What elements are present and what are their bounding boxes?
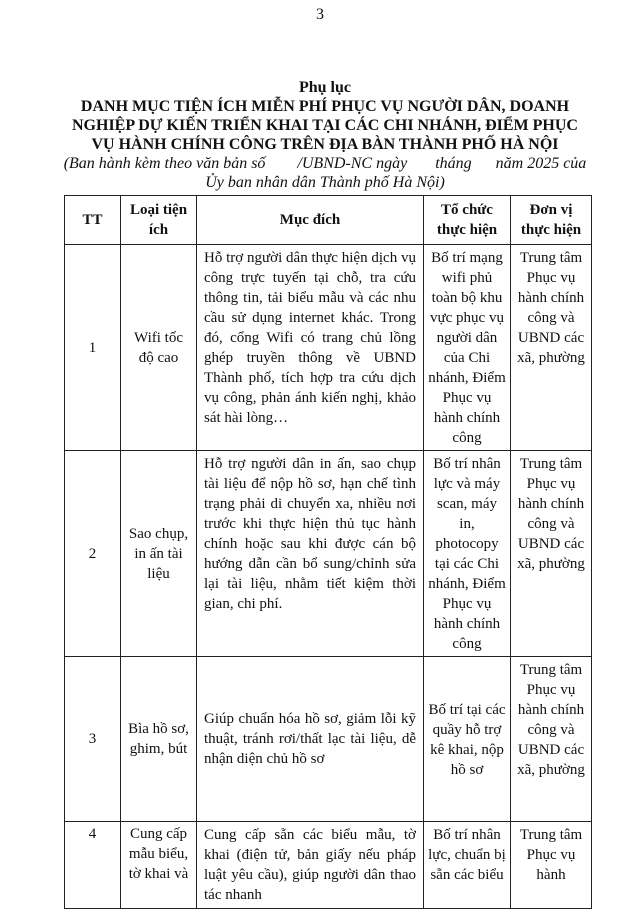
cell-implementing-unit: Trung tâm Phục vụ hành chính công và UBND các xã, phường bbox=[511, 245, 592, 451]
issuance-note-line-1: (Ban hành kèm theo văn bản số /UBND-NC ngày tháng năm 2025 của bbox=[63, 155, 587, 172]
table-row bbox=[65, 822, 592, 909]
cell-utility-type: Sao chụp, in ấn tài liệu bbox=[121, 451, 197, 657]
document-title-line-2: NGHIỆP DỰ KIẾN TRIỂN KHAI TẠI CÁC CHI NHÁNH, ĐIỂM PHỤC bbox=[72, 117, 578, 134]
cell-purpose: Hỗ trợ người dân thực hiện dịch vụ công trực tuyến tại chỗ, tra cứu thông tin, tải biểu mẫu và các nhu cầu sử dụng internet khác. Trong đó, cổng Wifi có trang chủ lồng ghép truyền thông về UBND Thành phố, tích hợp tra cứu dịch vụ công, phản ánh kiến nghị, khảo sát hài lòng… bbox=[197, 245, 424, 451]
table-row bbox=[65, 245, 592, 451]
header-utility-type: Loại tiện ích bbox=[121, 196, 197, 245]
cell-organization: Bố trí nhân lực và máy scan, máy in, photocopy tại các Chi nhánh, Điểm Phục vụ hành chính công bbox=[424, 451, 511, 657]
table-header-row bbox=[65, 196, 592, 245]
cell-tt: 1 bbox=[65, 245, 121, 451]
cell-tt: 3 bbox=[65, 657, 121, 822]
utilities-table bbox=[64, 195, 592, 909]
document-title-line-1: DANH MỤC TIỆN ÍCH MIỄN PHÍ PHỤC VỤ NGƯỜI DÂN, DOANH bbox=[80, 98, 570, 115]
table-row bbox=[65, 657, 592, 822]
document-heading bbox=[60, 78, 590, 192]
cell-organization: Bố trí nhân lực, chuẩn bị sẵn các biểu bbox=[424, 822, 511, 909]
issuance-note-line-2: Ủy ban nhân dân Thành phố Hà Nội) bbox=[205, 174, 445, 191]
header-tt: TT bbox=[65, 196, 121, 245]
appendix-label: Phụ lục bbox=[298, 79, 351, 96]
cell-implementing-unit: Trung tâm Phục vụ hành chính công và UBND các xã, phường bbox=[511, 451, 592, 657]
cell-purpose: Giúp chuẩn hóa hồ sơ, giảm lỗi kỹ thuật, tránh rơi/thất lạc tài liệu, dễ nhận diện chủ hồ sơ bbox=[197, 657, 424, 822]
cell-implementing-unit: Trung tâm Phục vụ hành bbox=[511, 822, 592, 909]
cell-implementing-unit: Trung tâm Phục vụ hành chính công và UBND các xã, phường bbox=[511, 657, 592, 822]
header-purpose: Mục đích bbox=[197, 196, 424, 245]
page-number: 3 bbox=[316, 6, 324, 23]
cell-tt: 4 bbox=[65, 822, 121, 909]
cell-organization: Bố trí tại các quầy hỗ trợ kê khai, nộp hồ sơ bbox=[424, 657, 511, 822]
cell-organization: Bố trí mạng wifi phủ toàn bộ khu vực phục vụ người dân của Chi nhánh, Điểm Phục vụ hành chính công bbox=[424, 245, 511, 451]
table-row bbox=[65, 451, 592, 657]
cell-utility-type: Wifi tốc độ cao bbox=[121, 245, 197, 451]
header-implementing-unit: Đơn vị thực hiện bbox=[511, 196, 592, 245]
cell-purpose: Hỗ trợ người dân in ấn, sao chụp tài liệu để nộp hồ sơ, hạn chế tình trạng phải di chuyển xa, nhiều nơi trước khi thực hiện thủ tục hành chính hoặc sau khi được cán bộ hướng dẫn cần bổ sung/chỉnh sửa lại tài liệu, nhằm tiết kiệm thời gian, chi phí. bbox=[197, 451, 424, 657]
cell-utility-type: Cung cấp mẫu biểu, tờ khai và bbox=[121, 822, 197, 909]
document-title-line-3: VỤ HÀNH CHÍNH CÔNG TRÊN ĐỊA BÀN THÀNH PHỐ HÀ NỘI bbox=[91, 136, 559, 153]
cell-tt: 2 bbox=[65, 451, 121, 657]
cell-utility-type: Bìa hồ sơ, ghim, bút bbox=[121, 657, 197, 822]
cell-purpose: Cung cấp sẵn các biểu mẫu, tờ khai (điện tử, bản giấy nếu pháp luật yêu cầu), giúp người dân thao tác nhanh bbox=[197, 822, 424, 909]
header-organization: Tổ chức thực hiện bbox=[424, 196, 511, 245]
